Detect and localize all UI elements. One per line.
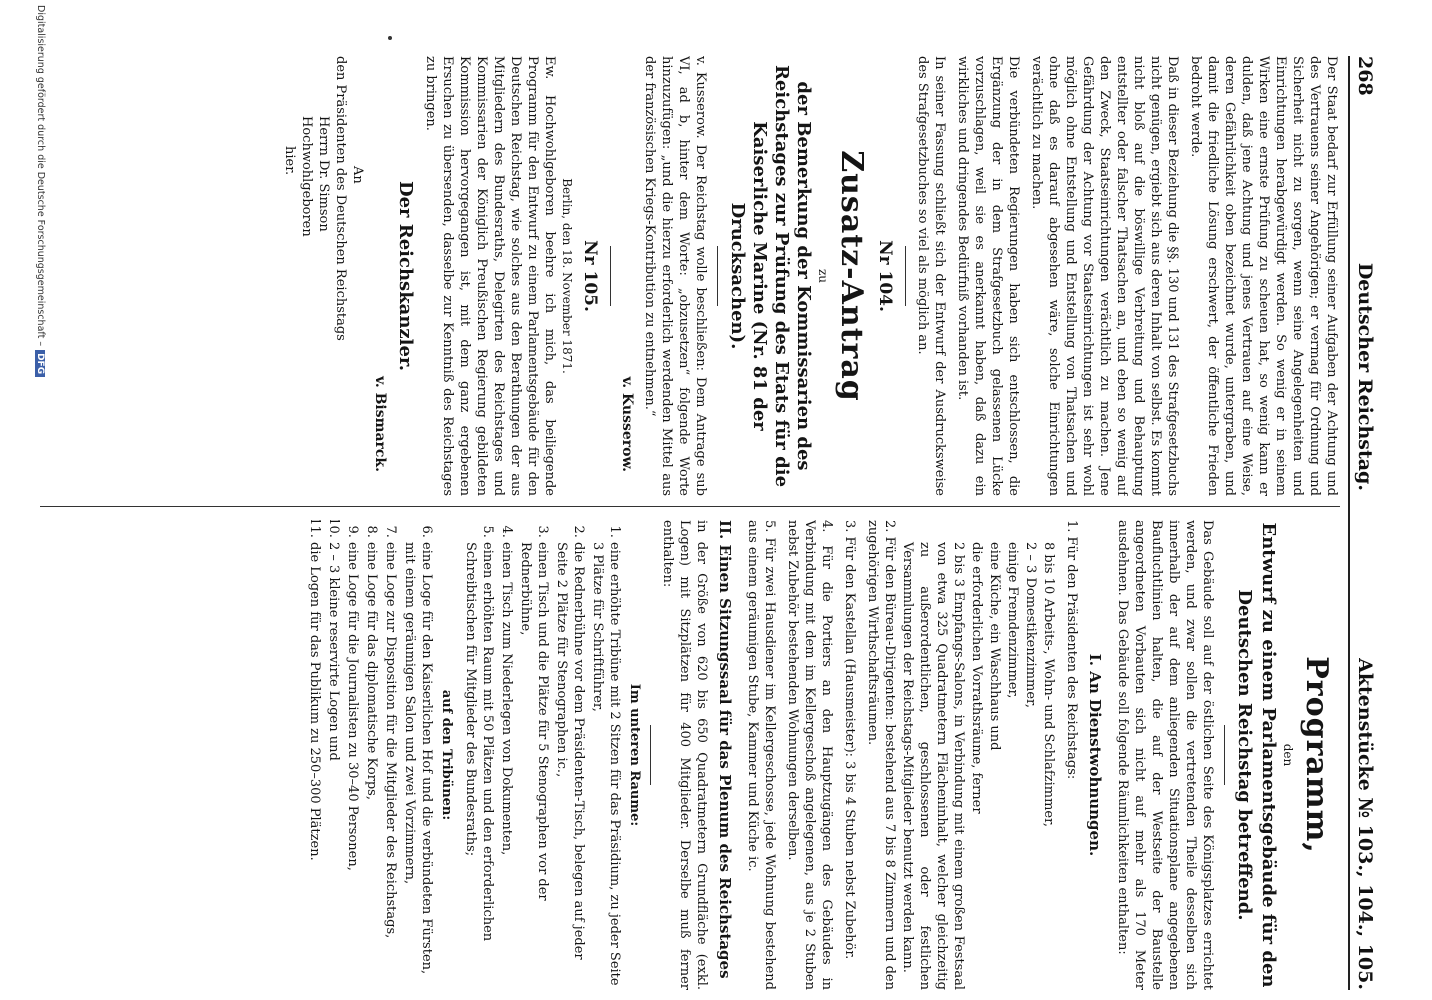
letter-date: Berlin, den 18. November 1871. — [560, 178, 574, 374]
divider-rule — [610, 246, 611, 306]
item-1-list — [899, 520, 1057, 990]
right-column — [50, 520, 1340, 990]
list-item: 8 bis 10 Arbeits-, Wohn- und Schlafzimmer, — [1041, 542, 1056, 828]
item-4: 4. Für die Portiers an den Hauptzugängen des Gebäudes in Verbindung mit dem im Kellergeschoß angelegenen, aus je 2 Stuben nebst Zubehör bestehenden Wohnungen derselben. — [785, 520, 834, 990]
document-number-104: Nr 104. — [875, 240, 895, 312]
letter-text: Ew. Hochwohlgeboren beehre ich mich, das beiliegende Programm für den Entwurf zu einem Parlamentsgebäude für den Deutschen Reichstag, wie solches aus den Berathungen der aus Mitgliedern des Bundesraths, Delegirten des Reichstages und Kommissarien der Königlich Preußischen Regierung gebildeten Kommission hervorgegangen ist, mit dem ganz ergebenen Ersuchen zu übersenden, dasselbe zur Kenntniß des Reichstages zu bringen. — [423, 56, 557, 496]
page-header — [1348, 56, 1380, 990]
divider-rule — [1224, 725, 1225, 785]
item-3: 3. Für den Kastellan (Hausmeister): 3 bis 4 Stuben nebst Zubehör. — [842, 520, 857, 960]
program-intro: Das Gebäude soll auf der östlichen Seite des Königsplatzes errichtet werden, und zwar sollen die vertretenden Theile desselben sich innerhalb der auf dem anliegenden Situationsplane angegebenen Baufluchtlinien halten, die auf der Westseite der Baustelle angeordneten Vorbauten sich nicht auf mehr als 170 Meter ausdehnen. Das Gebäude soll folgende Räumlichkeiten enthalten: — [1115, 520, 1215, 990]
section-heading-2: II. Einen Sitzungssaal für das Plenum des Reichstages — [716, 520, 734, 979]
motion-zu: zu — [816, 268, 830, 284]
motion-signature: v. Kusserow. — [619, 376, 635, 472]
digitization-text: Digitalisierung gefördert durch die Deutsche Forschungsgemeinschaft – — [35, 5, 46, 347]
address-line: den Präsidenten des Deutschen Reichstags — [333, 56, 348, 341]
item-1-heading: 1. Für den Präsidenten des Reichstags: — [1064, 520, 1079, 780]
list-item: einige Fremdenzimmer, — [1005, 542, 1020, 699]
paragraph-4: In seiner Fassung schließt sich der Entwurf der Ausdrucksweise des Strafgesetzbuches so viel als möglich an. — [915, 56, 947, 496]
signoff-title: Der Reichskanzler. — [395, 180, 416, 372]
intro-paragraph: Der Staat bedarf zur Erfüllung seiner Aufgaben der Achtung und des Vertrauens seiner Angehörigen; er vermag für Ordnung und Sicherheit nicht zu sorgen, wenn seine Angelegenheiten und Einrichtungen herabgewürdigt werden. So wenig er in seinem Wirken eine ernste Prüfung zu scheuen hat, so wenig kann er dulden, daß jene Achtung und jenes Vertrauen auf eine Weise, deren Gefährlichkeit oben bezeichnet wurde, untergraben, und damit die friedliche Lösung erschwert, der öffentliche Frieden bedroht werde. — [1188, 56, 1339, 496]
address-line: hier. — [282, 146, 297, 176]
list-item: 2 bis 3 Empfangs-Salons, in Verbindung mit einem großen Festsaal von etwa 325 Quadratmetern Flächeninhalt, welcher gleichzeitig zu außerordentlichen, geschlossenen oder festlichen Versammlungen der Reichstags-Mitglieder benutzt werden kann. — [900, 542, 966, 990]
lower-room-heading: Im unteren Raume: — [627, 683, 642, 827]
paragraph-3: Die verbündeten Regierungen haben sich entschlossen, die Ergänzung der in dem Strafgesetzbuch gelassenen Lücke vorzuschlagen, weil sie es anerkannt haben, daß dazu ein wirkliches und dringendes Bedürfniß vorhanden ist. — [955, 56, 1021, 496]
list-item: 3. einen Tisch und die Plätze für 5 Stenographen vor der Rednerbühne, — [517, 542, 551, 990]
motion-title: Zusatz-Antrag — [834, 150, 869, 402]
list-item: 5. einen erhöhten Raum mit 50 Plätzen und den erforderlichen Schreibtischen für Mitglieder des Bundesraths; — [462, 542, 496, 990]
signoff-name: v. Bismarck. — [372, 376, 388, 472]
list-item: 6. eine Loge für den Kaiserlichen Hof und die verbündeten Fürsten, mit einem geräumigen Salon und zwei Vorzimmern, — [401, 542, 435, 990]
document-label: Aktenstücke № 103., 104., 105. — [1354, 658, 1376, 990]
divider-rule — [905, 246, 906, 306]
program-title: Programm, — [1299, 656, 1334, 854]
list-item: 11. die Logen für das Publikum zu 250–300 Plätzen. — [306, 542, 323, 990]
motion-text: v. Kusserow. Der Reichstag wolle beschließen: Dem Antrage sub VI, ad b, hinter dem Worte: „obzusetzen“ folgende Worte hinzuzufügen: „und die hierzu erforderlich werdenden Mittel aus der französischen Kriegs-Kontribution zu entnehmen.“ — [642, 56, 708, 496]
program-subtitle: Entwurf zu einem Parlamentsgebäude für den — [1258, 522, 1279, 988]
column-divider — [40, 506, 1340, 507]
tribune-heading: auf den Tribünen: — [439, 689, 454, 821]
tribune-list — [306, 520, 435, 990]
item-5: 5. Für zwei Hausdiener im Kellergeschosse, jede Wohnung bestehend aus einem geräumigen Stube, Kammer und Küche ic. — [745, 520, 777, 990]
list-item: eine Küche, ein Waschhaus und — [987, 542, 1002, 751]
list-item: 1. eine erhöhte Tribüne mit 2 Sitzen für das Präsidium, zu jeder Seite 3 Plätze für Schriftführer, — [589, 542, 623, 990]
list-item: 4. einen Tisch zum Niederlegen von Dokumenten, — [498, 542, 515, 990]
scan-speck — [388, 36, 392, 40]
page-number: 268 — [1354, 56, 1376, 96]
address-line: Hochwohlgeboren — [299, 116, 314, 237]
divider-rule — [717, 246, 718, 306]
address-line: Herrn Dr. Simson — [316, 116, 331, 232]
item-2: 2. Für den Büreau-Dirigenten: bestehend aus 7 bis 8 Zimmern und den zugehörigen Wirthschaftsräumen. — [865, 520, 897, 990]
section-2-text: in der Größe von 620 bis 650 Quadratmetern Grundfläche (exkl. Logen) mit Sitzplätzen für 400 Mitglieder. Derselbe muß ferner enthalten: — [660, 520, 709, 990]
motion-description: der Bemerkung der Kommissarien des Reichstages zur Prüfung des Etats für die Kaiserliche Marine (Nr. 81 der Drucksachen). — [727, 64, 814, 488]
lower-room-list — [462, 520, 623, 990]
divider-rule — [650, 725, 651, 785]
list-item: 10. 2 – 3 kleine reservirte Logen und — [325, 542, 342, 990]
list-item: 7. eine Loge zur Disposition für die Mitglieder des Reichstags, — [382, 542, 399, 990]
section-heading-1: I. An Dienstwohnungen. — [1086, 653, 1104, 857]
document-number-105: Nr 105. — [580, 240, 600, 312]
dfg-logo: DFG — [35, 350, 45, 377]
program-subtitle: Deutschen Reichstag betreffend. — [1234, 589, 1255, 921]
list-item: 2 – 3 Domestikenzimmer, — [1023, 542, 1038, 708]
list-item: 9. eine Loge für die Journalisten zu 30–40 Personen, — [344, 542, 361, 990]
address-block — [281, 56, 366, 496]
list-item: 2. die Rednerbühne vor dem Präsidenten-Tisch, belegen auf jeder Seite 2 Plätze für Stenographen ic., — [553, 542, 587, 990]
program-subtitle-den: den — [1281, 743, 1295, 767]
list-item: die erforderlichen Vorrathsräume, ferner — [969, 542, 984, 814]
left-column — [50, 56, 1340, 496]
journal-title: Deutscher Reichstag. — [1354, 262, 1376, 491]
paragraph-2: Daß in dieser Beziehung die §§. 130 und 131 des Strafgesetzbuchs nicht genügen, ergiebt sich aus deren Inhalt von selbst. Es kommt nicht bloß auf die böswillige Verbreitung und Behauptung entstellter oder falscher Thatsachen an, und eben so wenig auf den Zweck, Staatseinrichtungen verächtlich zu machen. Jene Gefährdung der Achtung vor Staatseinrichtungen ist sehr wohl möglich ohne Entstellung und Entstellung von Thatsachen und ohne daß es darauf abgesehen wäre, solche Einrichtungen verächtlich zu machen. — [1029, 56, 1180, 496]
digitization-note — [35, 5, 46, 377]
list-item: 8. eine Loge für das diplomatische Korps, — [363, 542, 380, 990]
address-line: An — [350, 166, 365, 184]
